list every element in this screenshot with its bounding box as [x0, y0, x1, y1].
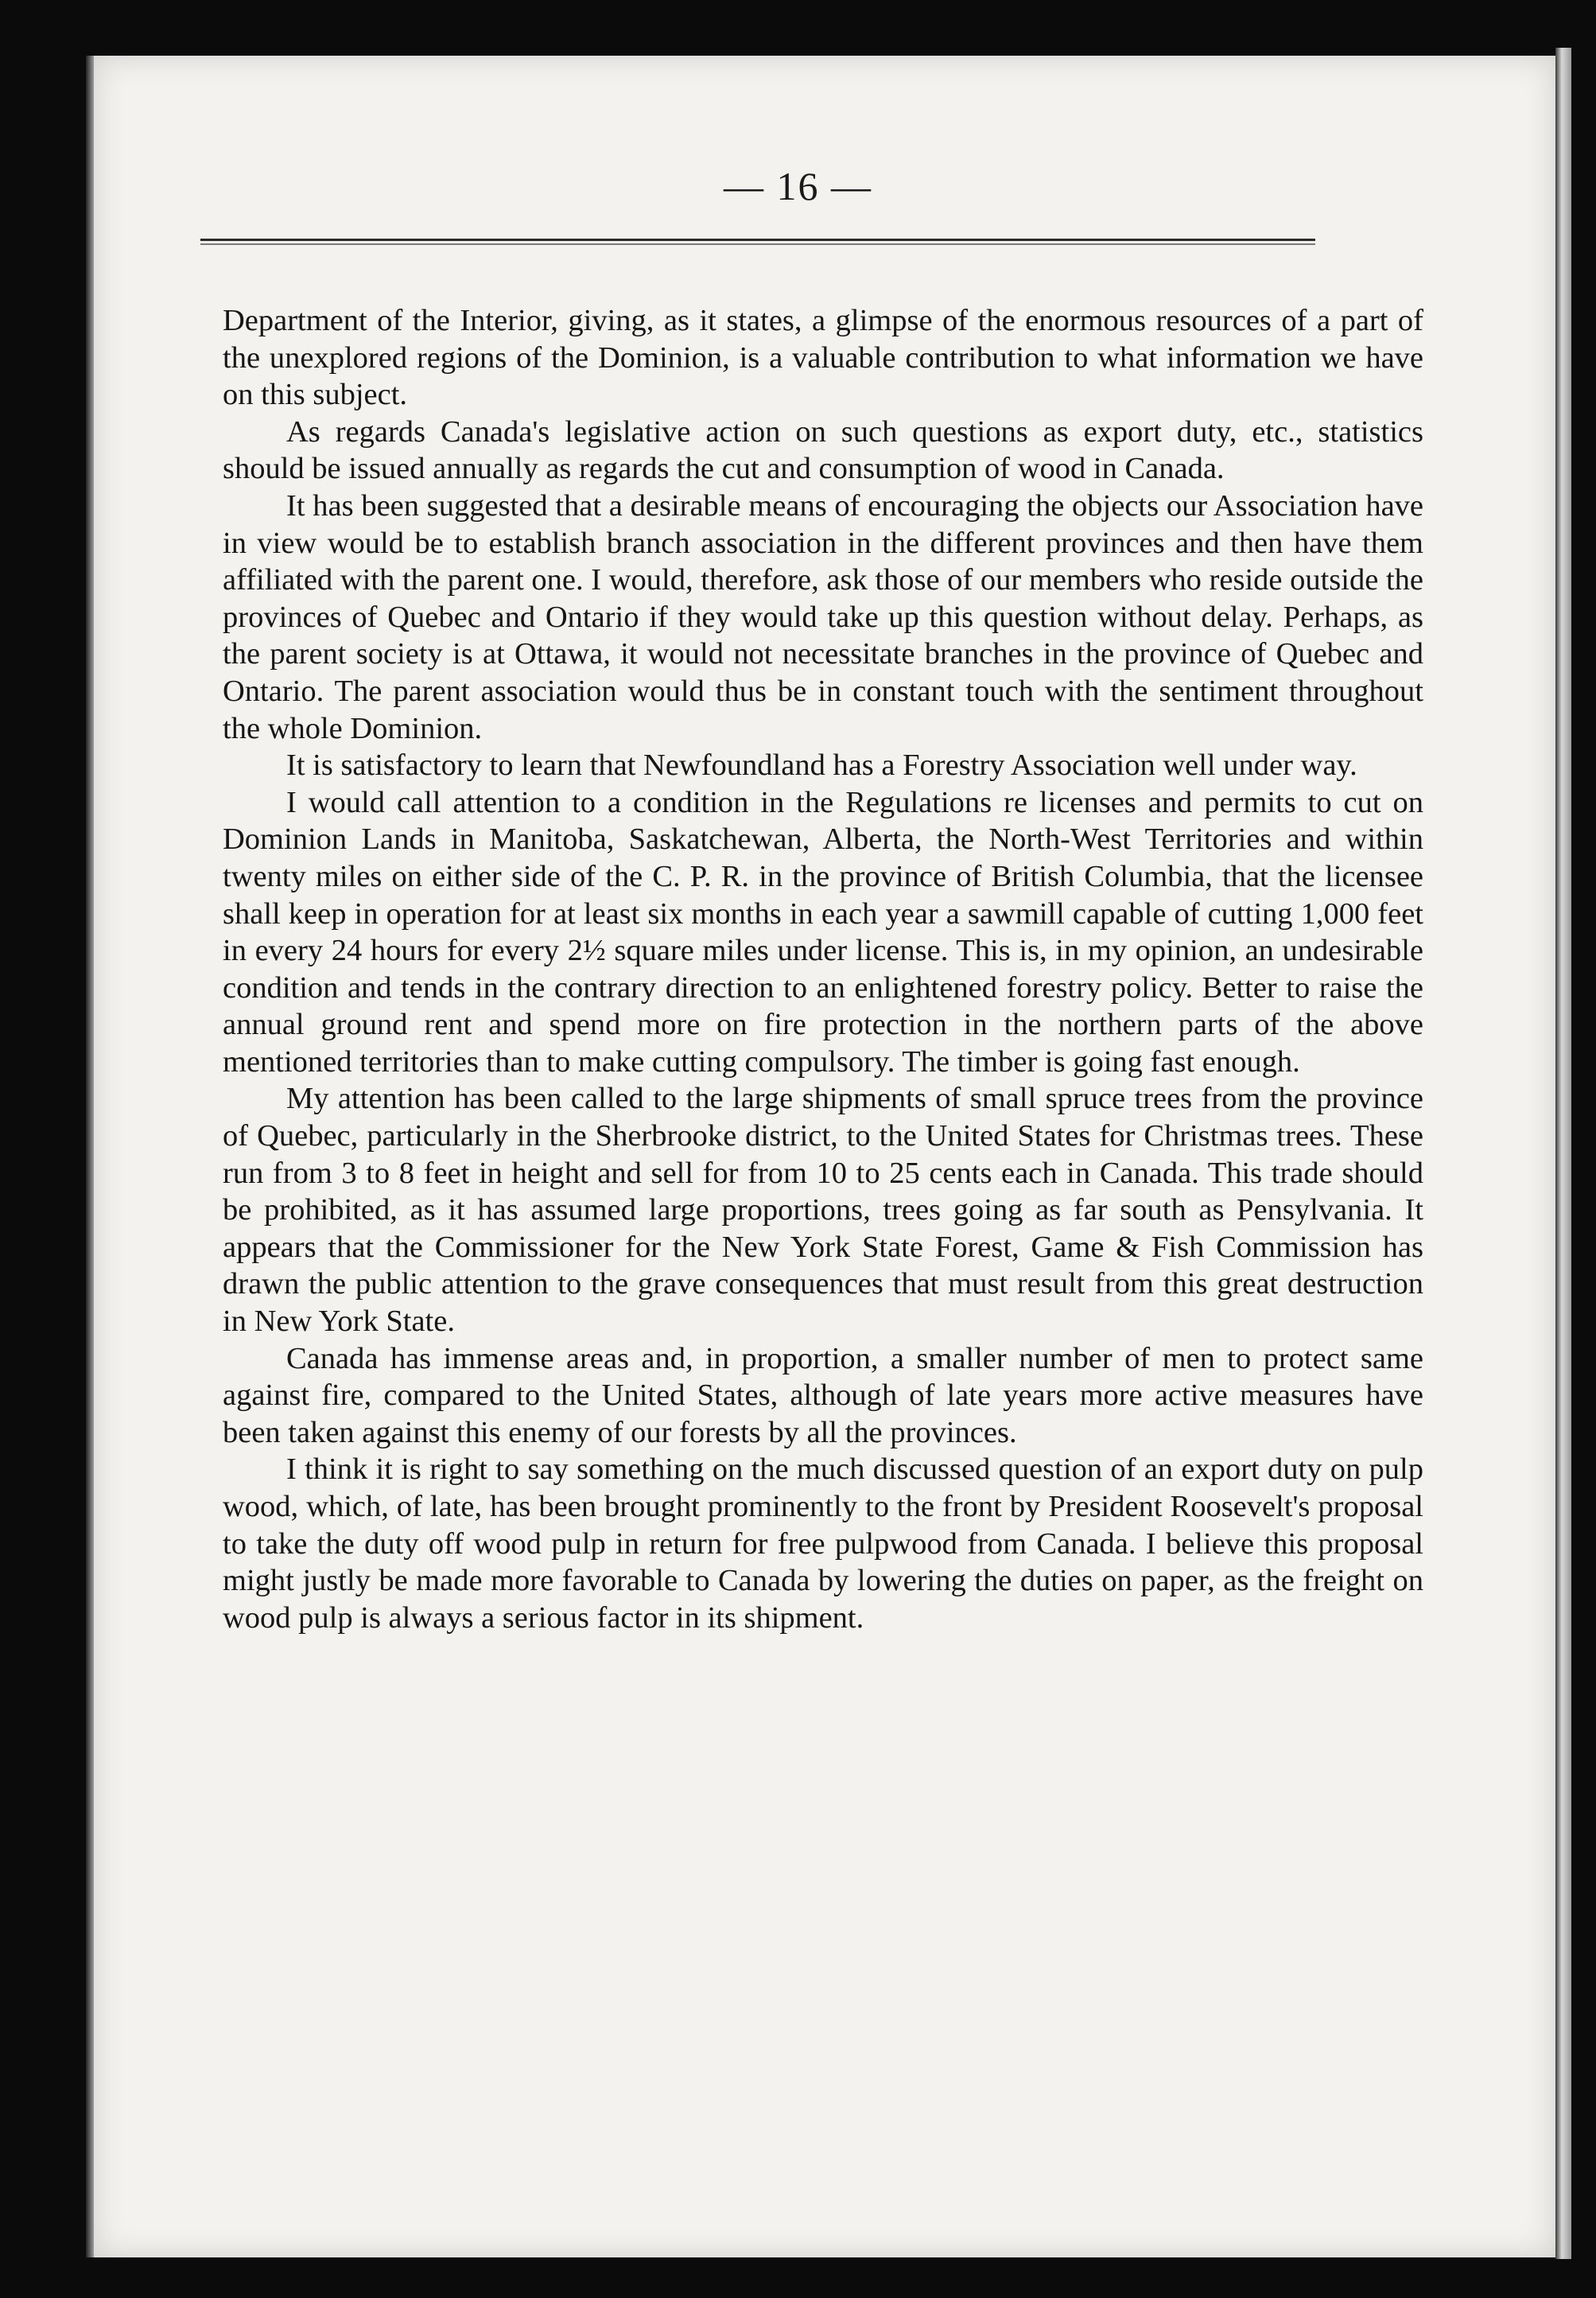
paragraph: Canada has immense areas and, in proportion, a smaller number of men to protect same against fire, compared to the United States, although of late years more active measures have been taken against this enemy of our forests by all the provinces.: [223, 1341, 1423, 1449]
page-right-edge: [1555, 48, 1571, 2259]
paragraph: As regards Canada's legislative action on such questions as export duty, etc., statistics should be issued annually as regards the cut and consumption of wood in Canada.: [223, 414, 1423, 486]
page-number: — 16 —: [724, 164, 872, 208]
paragraph: I would call attention to a condition in the Regulations re licenses and permits to cut on Dominion Lands in Manitoba, Saskatchewan, Alberta, the North-West Territories and within twenty miles on either side of the C. P. R. in the province of British Columbia, that the licensee shall keep in operation for at least six months in each year a sawmill capable of cutting 1,000 feet in every 24 hours for every 2½ square miles under license. This is, in my opinion, an undesirable condition and tends in the contrary direction to an enlightened forestry policy. Better to raise the annual ground rent and spend more on fire protection in the northern parts of the above mentioned territories than to make cutting compulsory. The timber is going fast enough.: [223, 785, 1423, 1079]
paragraph: Department of the Interior, giving, as it states, a glimpse of the enormous resources of a part of the unexplored regions of the Dominion, is a valuable contribution to what information we have on this subject.: [223, 304, 1423, 412]
body-text: [223, 302, 1423, 1636]
paragraph: I think it is right to say something on the much discussed question of an export duty on pulp wood, which, of late, has been brought prominently to the front by President Roosevelt's proposal to take the duty off wood pulp in return for free pulpwood from Canada. I believe this proposal might justly be made more favorable to Canada by lowering the duties on paper, as the freight on wood pulp is always a serious factor in its shipment.: [223, 1452, 1423, 1635]
paragraph: It is satisfactory to learn that Newfoundland has a Forestry Association well under way.: [286, 749, 1357, 783]
paragraph: My attention has been called to the large shipments of small spruce trees from the province of Quebec, particularly in the Sherbrooke district, to the United States for Christmas trees. These run from 3 to 8 feet in height and sell for from 10 to 25 cents each in Canada. This trade should be prohibited, as it has assumed large proportions, trees going as far south as Pensylvania. It appears that the Commissioner for the New York State Forest, Game & Fish Commission has drawn the public attention to the grave consequences that must result from this great destruction in New York State.: [223, 1082, 1423, 1339]
header-rule: [200, 239, 1315, 245]
paragraph: It has been suggested that a desirable means of encouraging the objects our Association have in view would be to establish branch association in the different provinces and then have them affiliated with the parent one. I would, therefore, ask those of our members who reside outside the provinces of Quebec and Ontario if they would take up this question without delay. Perhaps, as the parent society is at Ottawa, it would not necessitate branches in the province of Quebec and Ontario. The parent association would thus be in constant touch with the sentiment throughout the whole Dominion.: [223, 488, 1423, 745]
